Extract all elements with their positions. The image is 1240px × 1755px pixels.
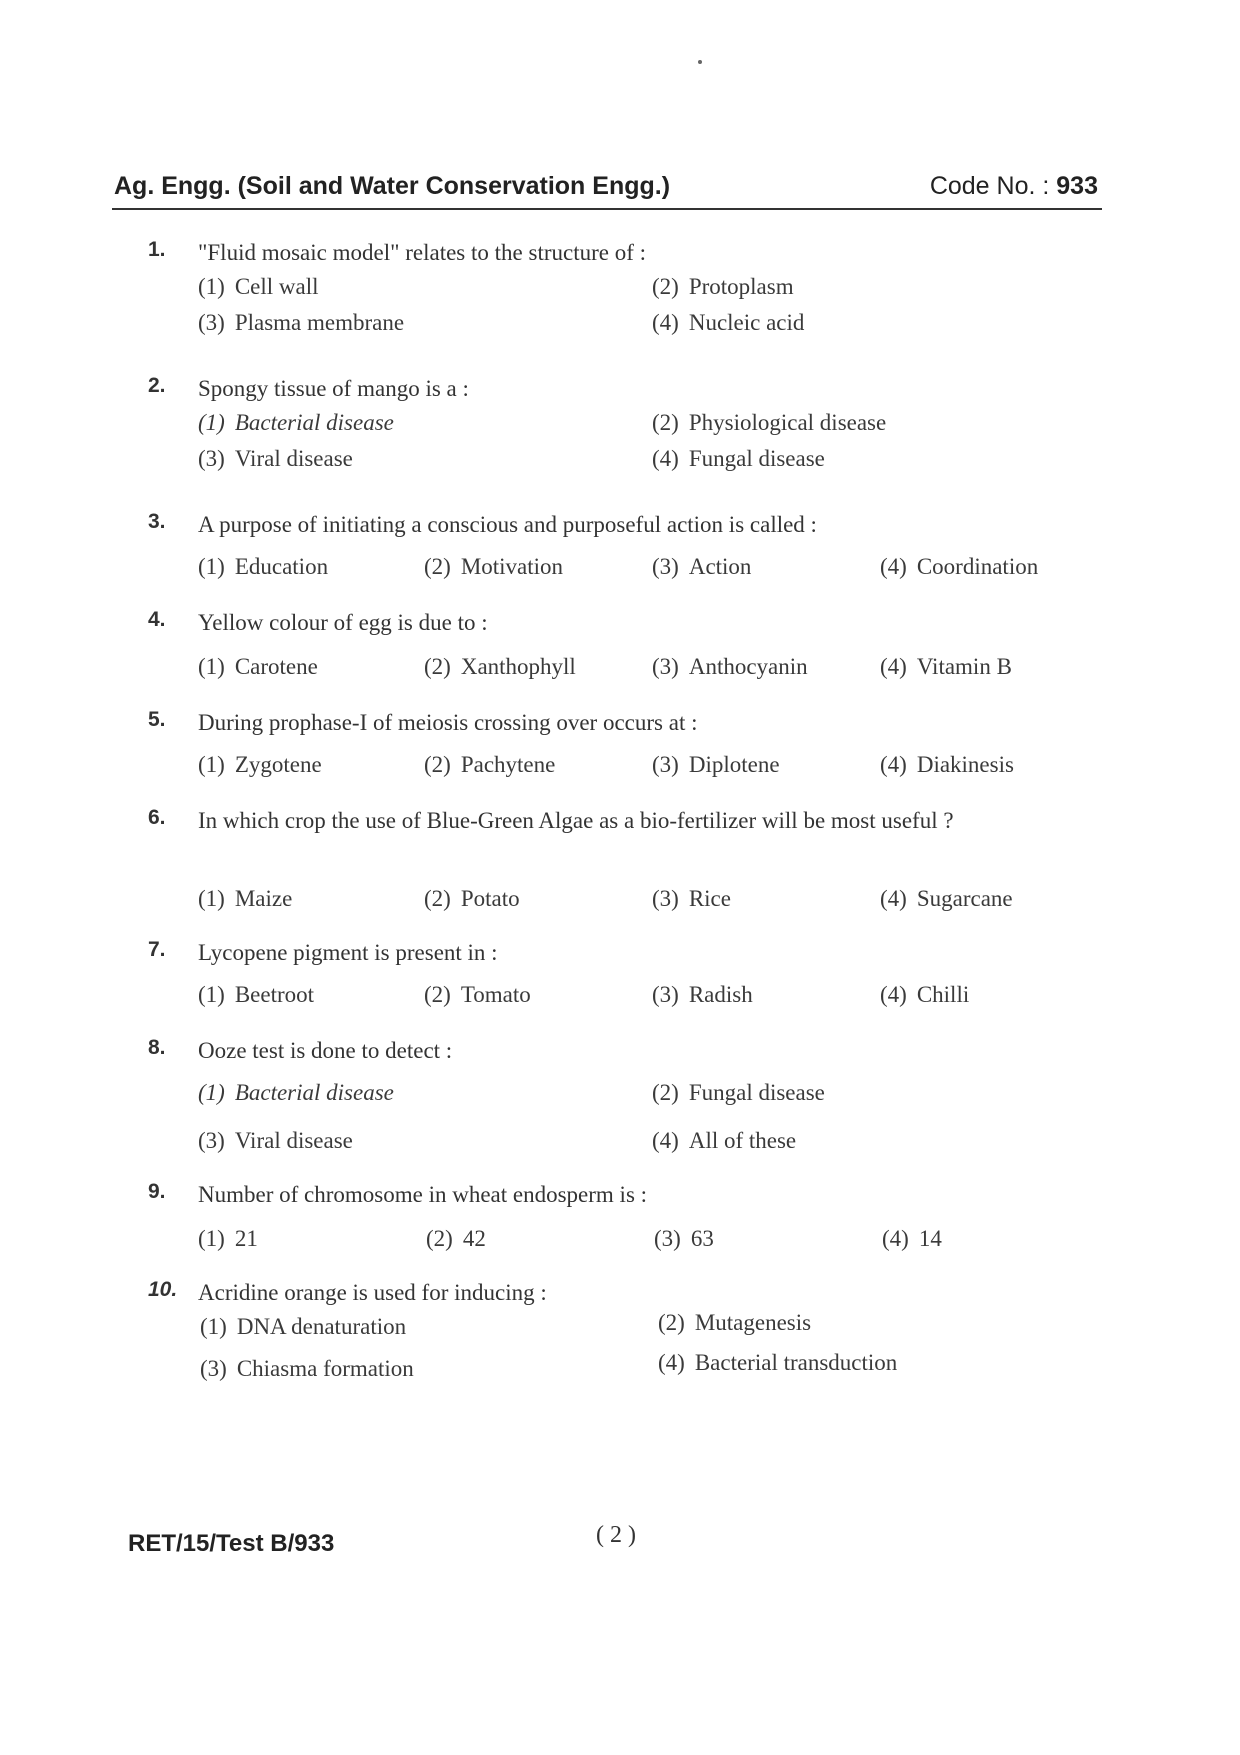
question-number: 7. bbox=[148, 938, 166, 961]
option-2: (2) Motivation bbox=[424, 554, 564, 579]
option-3: (3) Diplotene bbox=[652, 752, 780, 777]
paper-code: RET/15/Test B/933 bbox=[128, 1530, 335, 1557]
question-number: 9. bbox=[148, 1180, 166, 1203]
option-2: (2) Fungal disease bbox=[652, 1080, 825, 1105]
option-2: (2) Xanthophyll bbox=[424, 654, 576, 679]
subject-title: Ag. Engg. (Soil and Water Conservation Engg.) bbox=[114, 172, 671, 200]
code-value: 933 bbox=[1056, 172, 1098, 200]
question-text: Yellow colour of egg is due to : bbox=[198, 610, 488, 635]
option-2: (2) 42 bbox=[426, 1226, 486, 1251]
option-4: (4) Chilli bbox=[880, 982, 970, 1007]
option-4: (4) Vitamin B bbox=[880, 654, 1012, 679]
question-text: A purpose of initiating a conscious and purposeful action is called : bbox=[198, 512, 817, 537]
option-3: (3) Radish bbox=[652, 982, 753, 1007]
question-text: Lycopene pigment is present in : bbox=[198, 940, 498, 965]
question-text: Number of chromosome in wheat endosperm is : bbox=[198, 1182, 648, 1207]
option-1: (1) Carotene bbox=[198, 654, 318, 679]
option-1: (1) Bacterial disease bbox=[198, 1080, 394, 1105]
option-1: (1) Bacterial disease bbox=[198, 410, 394, 435]
option-1: (1) Zygotene bbox=[198, 752, 322, 777]
option-3: (3) Action bbox=[652, 554, 752, 579]
option-4: (4) Coordination bbox=[880, 554, 1039, 579]
code-label: Code No. : bbox=[929, 172, 1050, 200]
question-text: "Fluid mosaic model" relates to the structure of : bbox=[198, 240, 647, 265]
page-number: ( 2 ) bbox=[596, 1522, 636, 1548]
question-text: Acridine orange is used for inducing : bbox=[198, 1280, 547, 1305]
option-2: (2) Physiological disease bbox=[652, 410, 887, 435]
option-3: (3) Anthocyanin bbox=[652, 654, 808, 679]
option-2: (2) Mutagenesis bbox=[658, 1310, 812, 1335]
question-text: During prophase-I of meiosis crossing over occurs at : bbox=[198, 710, 698, 735]
option-4: (4) Nucleic acid bbox=[652, 310, 805, 335]
option-4: (4) Diakinesis bbox=[880, 752, 1014, 777]
option-3: (3) Chiasma formation bbox=[200, 1356, 414, 1381]
option-1: (1) Beetroot bbox=[198, 982, 315, 1007]
option-3: (3) Viral disease bbox=[198, 1128, 353, 1153]
option-2: (2) Pachytene bbox=[424, 752, 556, 777]
code-number bbox=[930, 172, 1098, 201]
option-3: (3) 63 bbox=[654, 1226, 714, 1251]
option-1: (1) Education bbox=[198, 554, 329, 579]
question-number: 4. bbox=[148, 608, 166, 631]
question-number: 10. bbox=[148, 1278, 178, 1301]
question-number: 5. bbox=[148, 708, 166, 731]
page-header bbox=[112, 168, 1102, 210]
option-2: (2) Tomato bbox=[424, 982, 531, 1007]
option-4: (4) Fungal disease bbox=[652, 446, 825, 471]
question-text: Ooze test is done to detect : bbox=[198, 1038, 453, 1063]
option-1: (1) 21 bbox=[198, 1226, 258, 1251]
question-number: 6. bbox=[148, 806, 166, 829]
question-text: In which crop the use of Blue-Green Algae as a bio-fertilizer will be most useful ? bbox=[198, 808, 954, 833]
question-number: 2. bbox=[148, 374, 166, 397]
option-4: (4) Sugarcane bbox=[880, 886, 1013, 911]
option-3: (3) Plasma membrane bbox=[198, 310, 405, 335]
question-number: 1. bbox=[148, 238, 166, 261]
question-number: 8. bbox=[148, 1036, 166, 1059]
option-4: (4) 14 bbox=[882, 1226, 942, 1251]
option-2: (2) Protoplasm bbox=[652, 274, 794, 299]
scan-speck bbox=[698, 60, 702, 64]
option-1: (1) DNA denaturation bbox=[200, 1314, 407, 1339]
option-4: (4) All of these bbox=[652, 1128, 797, 1153]
question-text: Spongy tissue of mango is a : bbox=[198, 376, 469, 401]
option-1: (1) Maize bbox=[198, 886, 293, 911]
question-number: 3. bbox=[148, 510, 166, 533]
option-1: (1) Cell wall bbox=[198, 274, 319, 299]
option-3: (3) Viral disease bbox=[198, 446, 353, 471]
option-3: (3) Rice bbox=[652, 886, 731, 911]
option-4: (4) Bacterial transduction bbox=[658, 1350, 898, 1375]
option-2: (2) Potato bbox=[424, 886, 520, 911]
